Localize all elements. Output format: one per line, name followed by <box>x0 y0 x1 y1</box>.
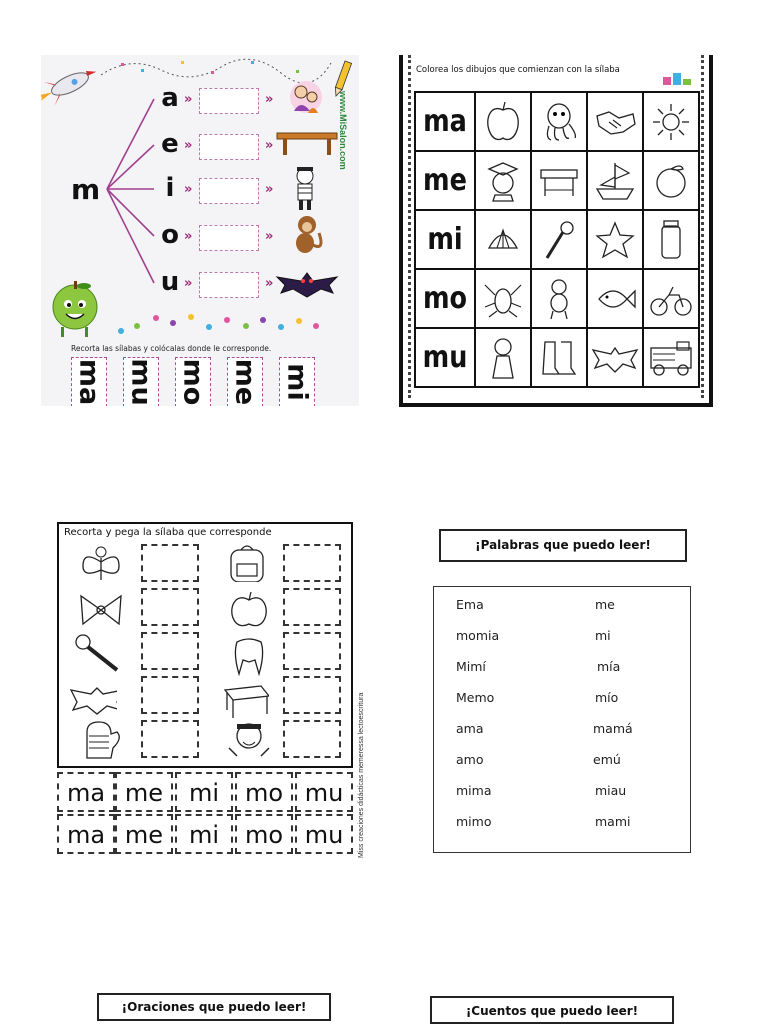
word-right-1: me <box>595 597 615 612</box>
grid-row-me <box>415 151 699 210</box>
apple-icon <box>483 100 523 144</box>
paste-box[interactable] <box>283 544 341 582</box>
fish-icon <box>593 279 637 319</box>
picture-cell[interactable] <box>475 328 531 387</box>
paste-box[interactable] <box>141 632 199 670</box>
picture-cell[interactable] <box>475 151 531 210</box>
mime-icon <box>225 722 273 762</box>
cut-card-mo[interactable] <box>175 357 211 406</box>
strip-cell[interactable]: mo <box>235 814 293 854</box>
arrow-o: » <box>184 229 193 244</box>
sentences-heading: ¡Oraciones que puedo leer! <box>97 993 331 1021</box>
grid-row-mo <box>415 269 699 328</box>
cut-card-ma[interactable] <box>71 357 107 406</box>
word-left-5: ama <box>456 721 484 736</box>
row-syllable: mu <box>420 328 471 387</box>
instruction-text: Recorta las sílabas y colócalas donde le corresponde. <box>71 344 272 353</box>
microphone-icon <box>539 218 579 262</box>
peach-icon <box>651 159 691 203</box>
word-left-6: amo <box>456 752 484 767</box>
clam-icon <box>483 218 523 262</box>
vowel-e: e <box>161 129 179 159</box>
handshake-icon <box>593 102 637 142</box>
picture-cell[interactable] <box>643 210 699 269</box>
word-left-8: mimo <box>456 814 492 829</box>
strip-cell[interactable]: mi <box>175 772 233 812</box>
paste-slot-o[interactable] <box>199 225 259 251</box>
row-syllable: me <box>420 151 471 210</box>
arrow2-a: » <box>265 92 274 107</box>
strip-cell[interactable]: ma <box>57 772 115 812</box>
picture-cell[interactable] <box>587 92 643 151</box>
arrow2-u: » <box>265 276 274 291</box>
arrow-i: » <box>184 182 193 197</box>
stories-heading: ¡Cuentos que puedo leer! <box>430 996 674 1024</box>
bow-icon <box>77 590 125 630</box>
paste-slot-i[interactable] <box>199 178 259 204</box>
girl-icon <box>483 336 523 380</box>
cut-card-label: me <box>229 358 261 406</box>
picture-cell[interactable] <box>587 328 643 387</box>
arrow2-i: » <box>265 182 274 197</box>
paste-box[interactable] <box>141 588 199 626</box>
picture-cell[interactable] <box>643 151 699 210</box>
word-left-1: Ema <box>456 597 484 612</box>
picture-cell[interactable] <box>587 151 643 210</box>
word-right-5: mamá <box>593 721 633 736</box>
jar-icon <box>656 218 686 262</box>
arrow-a: » <box>184 92 193 107</box>
table-icon <box>537 162 581 200</box>
picture-cell[interactable] <box>643 328 699 387</box>
branch-lines <box>107 99 154 283</box>
strip-cell[interactable]: me <box>115 814 173 854</box>
strip-cell[interactable]: mo <box>235 772 293 812</box>
arrow-e: » <box>184 138 193 153</box>
side-url-watermark <box>324 91 348 221</box>
picture-cell[interactable] <box>531 151 587 210</box>
picture-cell[interactable] <box>531 328 587 387</box>
grid-row-mi <box>415 210 699 269</box>
word-right-3: mía <box>597 659 621 674</box>
worksheet-title: Colorea los dibujos que comienzan con la sílaba <box>416 65 620 75</box>
cut-card-mi[interactable] <box>279 357 315 406</box>
boots-icon <box>539 336 579 380</box>
bat-icon <box>69 682 117 722</box>
paste-slot-a[interactable] <box>199 88 259 114</box>
sun-icon <box>651 102 691 142</box>
strip-cell[interactable]: mu <box>295 772 353 812</box>
bat-icon <box>591 338 639 378</box>
word-left-7: mima <box>456 783 492 798</box>
arrow-u: » <box>184 276 193 291</box>
word-right-6: emú <box>593 752 621 767</box>
picture-cell[interactable] <box>587 269 643 328</box>
ship-icon <box>593 159 637 203</box>
paste-slot-u[interactable] <box>199 272 259 298</box>
motorcycle-icon <box>649 279 693 319</box>
word-right-7: miau <box>595 783 627 798</box>
strip-cell[interactable]: mu <box>295 814 353 854</box>
vowel-a: a <box>161 83 179 113</box>
mime-icon <box>297 167 313 210</box>
arrow2-e: » <box>265 138 274 153</box>
strip-cell[interactable]: ma <box>57 814 115 854</box>
logo-icon <box>661 69 697 87</box>
picture-cell[interactable] <box>531 269 587 328</box>
paste-box[interactable] <box>141 544 199 582</box>
coloring-worksheet <box>399 55 713 407</box>
paw-prints-decor <box>118 314 319 334</box>
syllable-tree-worksheet <box>41 55 359 406</box>
word-list <box>433 586 691 853</box>
vowel-o: o <box>161 220 179 250</box>
picture-cell[interactable] <box>531 210 587 269</box>
monkey-icon <box>296 216 321 253</box>
cut-card-label: mo <box>177 358 209 406</box>
paste-slot-e[interactable] <box>199 134 259 160</box>
starfish-icon <box>595 220 635 260</box>
paste-box[interactable] <box>283 720 341 758</box>
paste-box[interactable] <box>141 676 199 714</box>
picture-cell[interactable] <box>475 269 531 328</box>
octopus-icon <box>539 100 579 144</box>
paste-box[interactable] <box>283 588 341 626</box>
mitten-icon <box>77 720 125 760</box>
word-right-4: mío <box>595 690 619 705</box>
row-syllable: ma <box>420 92 471 151</box>
microphone-icon <box>73 632 121 672</box>
word-left-4: Memo <box>456 690 495 705</box>
apple-icon <box>225 588 273 628</box>
cut-paste-worksheet <box>57 522 353 768</box>
side-url-text: www.MiSalon.com <box>338 91 348 170</box>
syllable-strips <box>57 772 353 856</box>
vowel-i: i <box>165 173 175 203</box>
row-syllable: mi <box>420 210 471 269</box>
picture-cell[interactable] <box>643 269 699 328</box>
strip-cell[interactable]: me <box>115 772 173 812</box>
cut-card-label: mi <box>281 363 313 401</box>
row-syllable: mo <box>420 269 471 328</box>
bat-icon <box>277 273 337 297</box>
backpack-icon <box>223 542 271 582</box>
worksheet-title: Recorta y pega la sílaba que corresponde <box>64 527 272 538</box>
lobster-icon <box>481 277 525 321</box>
syllable-picture-grid <box>414 91 700 388</box>
monkey-icon <box>539 277 579 321</box>
word-right-8: mami <box>595 814 631 829</box>
cut-card-label: ma <box>73 358 105 406</box>
paste-box[interactable] <box>141 720 199 758</box>
word-left-2: momia <box>456 628 500 643</box>
word-left-3: Mimí <box>456 659 486 674</box>
graduate-icon <box>483 159 523 203</box>
cut-card-mu[interactable] <box>123 357 159 406</box>
paste-box[interactable] <box>283 632 341 670</box>
vowel-u: u <box>160 267 180 297</box>
picture-cell[interactable] <box>531 92 587 151</box>
mother-child-icon <box>290 81 322 113</box>
picture-cell[interactable] <box>475 92 531 151</box>
grid-row-ma <box>415 92 699 151</box>
fire-truck-icon <box>647 336 695 380</box>
paste-box[interactable] <box>283 676 341 714</box>
butterfly-icon <box>77 544 125 584</box>
consonant-m: m <box>71 173 101 206</box>
tooth-icon <box>225 636 273 676</box>
words-heading: ¡Palabras que puedo leer! <box>439 529 687 562</box>
picture-cell[interactable] <box>587 210 643 269</box>
word-right-2: mi <box>595 628 611 643</box>
side-credit-text: Miss creaciones didácticas memeressa lectoescritura <box>358 692 365 858</box>
picture-cell[interactable] <box>475 210 531 269</box>
table-icon <box>221 682 269 722</box>
apple-icon <box>53 281 97 337</box>
cut-card-label: mu <box>125 358 157 406</box>
cut-card-me[interactable] <box>227 357 263 406</box>
rocket-icon <box>41 60 102 110</box>
picture-cell[interactable] <box>643 92 699 151</box>
side-credit <box>354 660 366 860</box>
grid-row-mu <box>415 328 699 387</box>
arrow2-o: » <box>265 229 274 244</box>
strip-cell[interactable]: mi <box>175 814 233 854</box>
